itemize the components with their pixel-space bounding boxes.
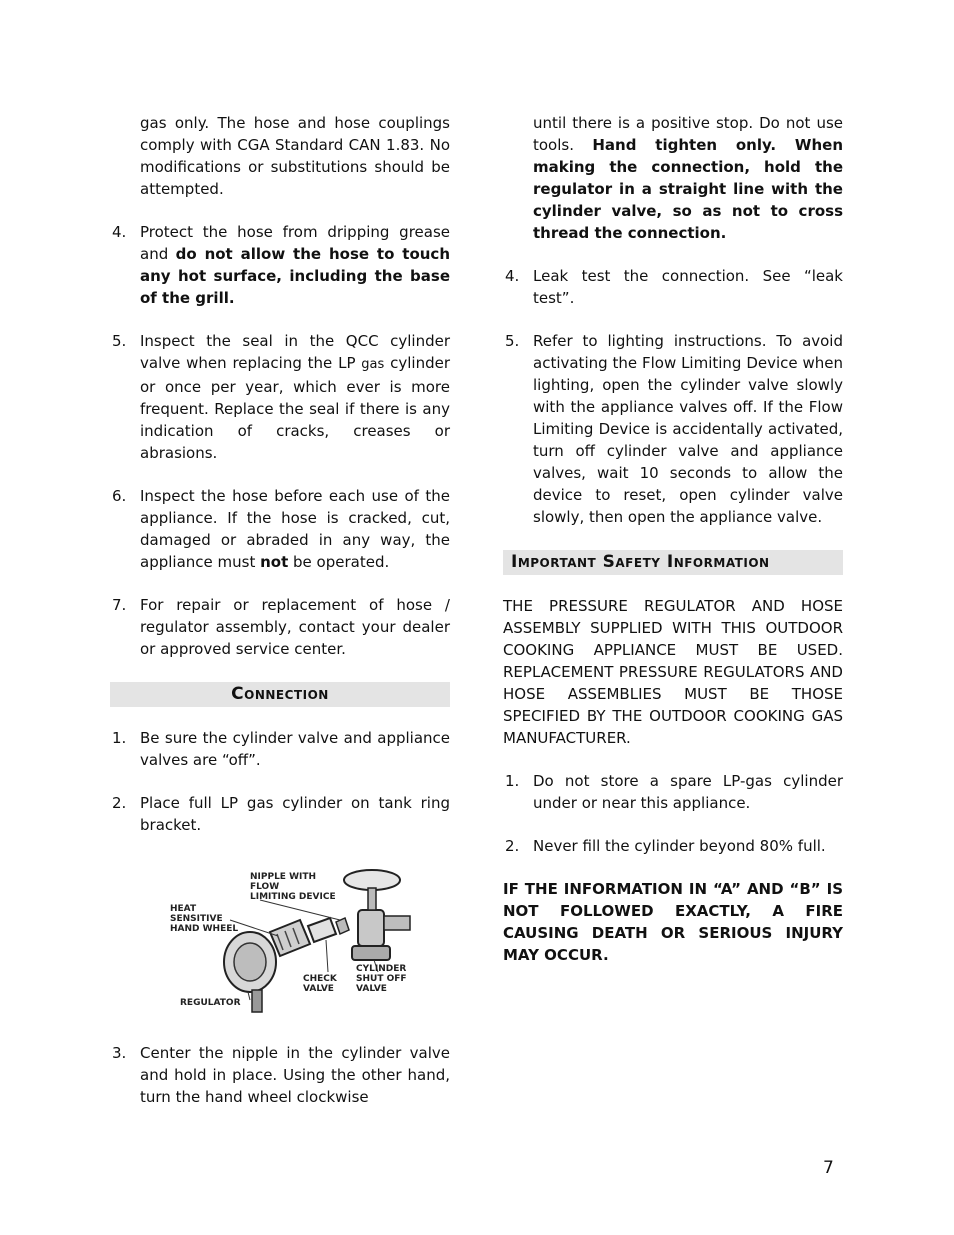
list-number: 1. <box>505 772 520 790</box>
list-number: 5. <box>112 332 127 350</box>
item-text: Leak test the connection. See “leak test”. <box>533 267 843 307</box>
fire-warning: IF THE INFORMATION IN “A” AND “B” IS NOT FOLLOWED EXACTLY, A FIRE CAUSING DEATH OR SERIOUS INJURY MAY OCCUR. <box>503 880 843 964</box>
list-number: 4. <box>505 267 520 285</box>
item-text: Inspect the seal in the QCC cylinder valve when replacing the LP <box>140 332 450 372</box>
list-number: 6. <box>112 487 127 505</box>
list-item <box>503 265 843 309</box>
item-text: Center the nipple in the cylinder valve and hold in place. Using the other hand, turn the hand wheel clockwise <box>140 1044 450 1106</box>
heat-sensitive-label: HEAT SENSITIVE HAND WHEEL <box>170 904 239 934</box>
right-column <box>503 112 843 966</box>
list-item <box>110 727 450 771</box>
item-text: Never fill the cylinder beyond 80% full. <box>533 837 826 855</box>
list-number: 1. <box>112 729 127 747</box>
item-text: Protect the hose from dripping grease and <box>140 223 450 263</box>
item-text: Place full LP gas cylinder on tank ring bracket. <box>140 794 450 834</box>
list-number: 5. <box>505 332 520 350</box>
item-text: For repair or replacement of hose / regulator assembly, contact your dealer or approved service center. <box>140 596 450 658</box>
check-valve-label: CHECK VALVE <box>303 974 337 994</box>
list-number: 2. <box>112 794 127 812</box>
list-item <box>503 835 843 857</box>
item-bold-text: not <box>260 553 289 571</box>
list-number: 2. <box>505 837 520 855</box>
left-column <box>110 112 450 1108</box>
item-bold-text: Hand tighten only. When making the connection, hold the regulator in a straight line with the cylinder valve, so as not to cross thread the connection. <box>533 136 844 242</box>
item-text: Refer to lighting instructions. To avoid activating the Flow Limiting Device when lighting, open the cylinder valve slowly with the appliance valves off. If the Flow Limiting Device is accidentally activated, turn off cylinder valve and appliance valves, wait 10 seconds to allow the device to reset, open cylinder valve slowly, then open the appliance valve. <box>533 332 843 526</box>
regulator-diagram <box>140 852 440 1022</box>
safety-caps-paragraph: THE PRESSURE REGULATOR AND HOSE ASSEMBLY SUPPLIED WITH THIS OUTDOOR COOKING APPLIANCE MUST BE USED. REPLACEMENT PRESSURE REGULATORS AND HOSE ASSEMBLIES MUST BE THOSE SPECIFIED BY THE OUTDOOR COOKING GAS MANUFACTURER. <box>503 597 843 747</box>
list-item <box>503 330 843 528</box>
list-item-3-continuation <box>503 112 843 244</box>
item-bold-text: do not allow the hose to touch any hot surface, including the base of the grill. <box>140 245 450 307</box>
item-text: Inspect the hose before each use of the appliance. If the hose is cracked, cut, damaged or abraded in any way, the appliance must <box>140 487 450 571</box>
nipple-label: NIPPLE WITH FLOW LIMITING DEVICE <box>250 872 336 902</box>
page-number: 7 <box>823 1158 834 1178</box>
list-item <box>110 221 450 309</box>
list-item-3-continuation <box>110 112 450 200</box>
item-small-text: gas <box>361 357 385 372</box>
list-number: 3. <box>112 1044 127 1062</box>
connection-heading: Connection <box>110 682 450 707</box>
list-item <box>110 1042 450 1108</box>
item-text: cylinder or once per year, which ever is more frequent. Replace the seal if there is any indication of cracks, creases or abrasions. <box>140 354 450 462</box>
intro-text: gas only. The hose and hose couplings comply with CGA Standard CAN 1.83. No modifications or substitutions should be attempted. <box>140 114 450 198</box>
list-item <box>110 485 450 573</box>
item-text: Be sure the cylinder valve and appliance valves are “off”. <box>140 729 450 769</box>
list-number: 4. <box>112 223 127 241</box>
list-item <box>503 770 843 814</box>
list-item <box>110 330 450 464</box>
cylinder-shutoff-label: CYLINDER SHUT OFF VALVE <box>356 964 407 994</box>
item-text: until there is a positive stop. Do not use tools. <box>533 114 843 154</box>
safety-heading: Important Safety Information <box>503 550 843 575</box>
item-text: be operated. <box>288 553 390 571</box>
regulator-label: REGULATOR <box>180 998 241 1008</box>
list-number: 7. <box>112 596 127 614</box>
list-item <box>110 792 450 836</box>
list-item <box>110 594 450 660</box>
item-text: Do not store a spare LP-gas cylinder under or near this appliance. <box>533 772 843 812</box>
